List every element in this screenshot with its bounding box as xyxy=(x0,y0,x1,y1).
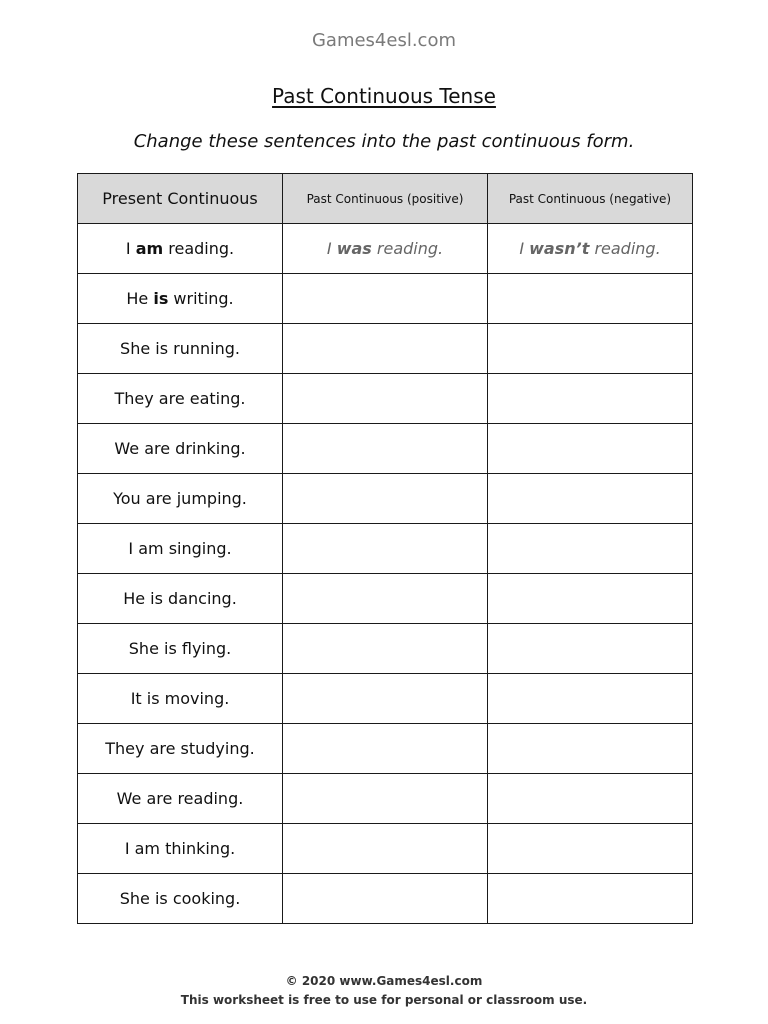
table-row xyxy=(78,624,693,674)
table-row xyxy=(78,574,693,624)
example-present-verb: am xyxy=(135,239,164,258)
example-negative-pre: I xyxy=(519,239,530,258)
example-positive-cell xyxy=(283,224,488,274)
table-row xyxy=(78,274,693,324)
present-cell: She is flying. xyxy=(78,624,283,674)
row2-verb: is xyxy=(153,289,169,308)
table-row xyxy=(78,874,693,924)
header-past-positive: Past Continuous (positive) xyxy=(283,174,488,224)
site-name: Games4esl.com xyxy=(311,30,457,51)
answer-negative-cell[interactable] xyxy=(488,724,693,774)
example-present-pre: I xyxy=(125,239,136,258)
present-cell: They are studying. xyxy=(78,724,283,774)
header-present-continuous: Present Continuous xyxy=(78,174,283,224)
present-cell: It is moving. xyxy=(78,674,283,724)
row2-pre: He xyxy=(126,289,154,308)
example-negative-verb: wasn’t xyxy=(529,239,590,258)
example-positive-post: reading. xyxy=(371,239,444,258)
answer-negative-cell[interactable] xyxy=(488,824,693,874)
answer-negative-cell[interactable] xyxy=(488,424,693,474)
example-positive-pre: I xyxy=(326,239,337,258)
answer-positive-cell[interactable] xyxy=(283,624,488,674)
present-cell: She is running. xyxy=(78,324,283,374)
table-row xyxy=(78,474,693,524)
answer-negative-cell[interactable] xyxy=(488,624,693,674)
table-row xyxy=(78,424,693,474)
answer-negative-cell[interactable] xyxy=(488,874,693,924)
present-cell: He is dancing. xyxy=(78,574,283,624)
answer-positive-cell[interactable] xyxy=(283,324,488,374)
table-row xyxy=(78,324,693,374)
present-cell: She is cooking. xyxy=(78,874,283,924)
answer-positive-cell[interactable] xyxy=(283,274,488,324)
answer-negative-cell[interactable] xyxy=(488,674,693,724)
footer xyxy=(0,972,768,1010)
answer-negative-cell[interactable] xyxy=(488,774,693,824)
answer-positive-cell[interactable] xyxy=(283,874,488,924)
table-header-row xyxy=(78,174,693,224)
example-row xyxy=(78,224,693,274)
table-row xyxy=(78,524,693,574)
row2-post: writing. xyxy=(168,289,234,308)
table-row xyxy=(78,374,693,424)
answer-negative-cell[interactable] xyxy=(488,524,693,574)
answer-negative-cell[interactable] xyxy=(488,274,693,324)
present-cell: I am thinking. xyxy=(78,824,283,874)
worksheet-title-text: Past Continuous Tense xyxy=(272,84,496,108)
answer-positive-cell[interactable] xyxy=(283,524,488,574)
answer-positive-cell[interactable] xyxy=(283,474,488,524)
present-cell: We are drinking. xyxy=(78,424,283,474)
answer-positive-cell[interactable] xyxy=(283,574,488,624)
instruction-text: Change these sentences into the past continuous form. xyxy=(133,131,635,152)
answer-positive-cell[interactable] xyxy=(283,774,488,824)
answer-negative-cell[interactable] xyxy=(488,324,693,374)
answer-positive-cell[interactable] xyxy=(283,424,488,474)
present-cell: They are eating. xyxy=(78,374,283,424)
present-cell xyxy=(78,274,283,324)
present-cell: You are jumping. xyxy=(78,474,283,524)
worksheet-title xyxy=(0,84,768,108)
table-row xyxy=(78,674,693,724)
answer-positive-cell[interactable] xyxy=(283,374,488,424)
table-row xyxy=(78,824,693,874)
example-present-post: reading. xyxy=(163,239,235,258)
table-row xyxy=(78,774,693,824)
footer-note: This worksheet is free to use for personal or classroom use. xyxy=(180,993,588,1007)
present-cell: We are reading. xyxy=(78,774,283,824)
answer-negative-cell[interactable] xyxy=(488,574,693,624)
header-past-negative: Past Continuous (negative) xyxy=(488,174,693,224)
example-present-cell xyxy=(78,224,283,274)
example-positive-verb: was xyxy=(336,239,372,258)
answer-positive-cell[interactable] xyxy=(283,724,488,774)
answer-negative-cell[interactable] xyxy=(488,374,693,424)
answer-negative-cell[interactable] xyxy=(488,474,693,524)
example-negative-post: reading. xyxy=(589,239,661,258)
table-row xyxy=(78,724,693,774)
example-negative-cell xyxy=(488,224,693,274)
answer-positive-cell[interactable] xyxy=(283,824,488,874)
present-cell: I am singing. xyxy=(78,524,283,574)
footer-copyright: © 2020 www.Games4esl.com xyxy=(285,974,483,988)
answer-positive-cell[interactable] xyxy=(283,674,488,724)
exercise-table xyxy=(77,173,693,924)
